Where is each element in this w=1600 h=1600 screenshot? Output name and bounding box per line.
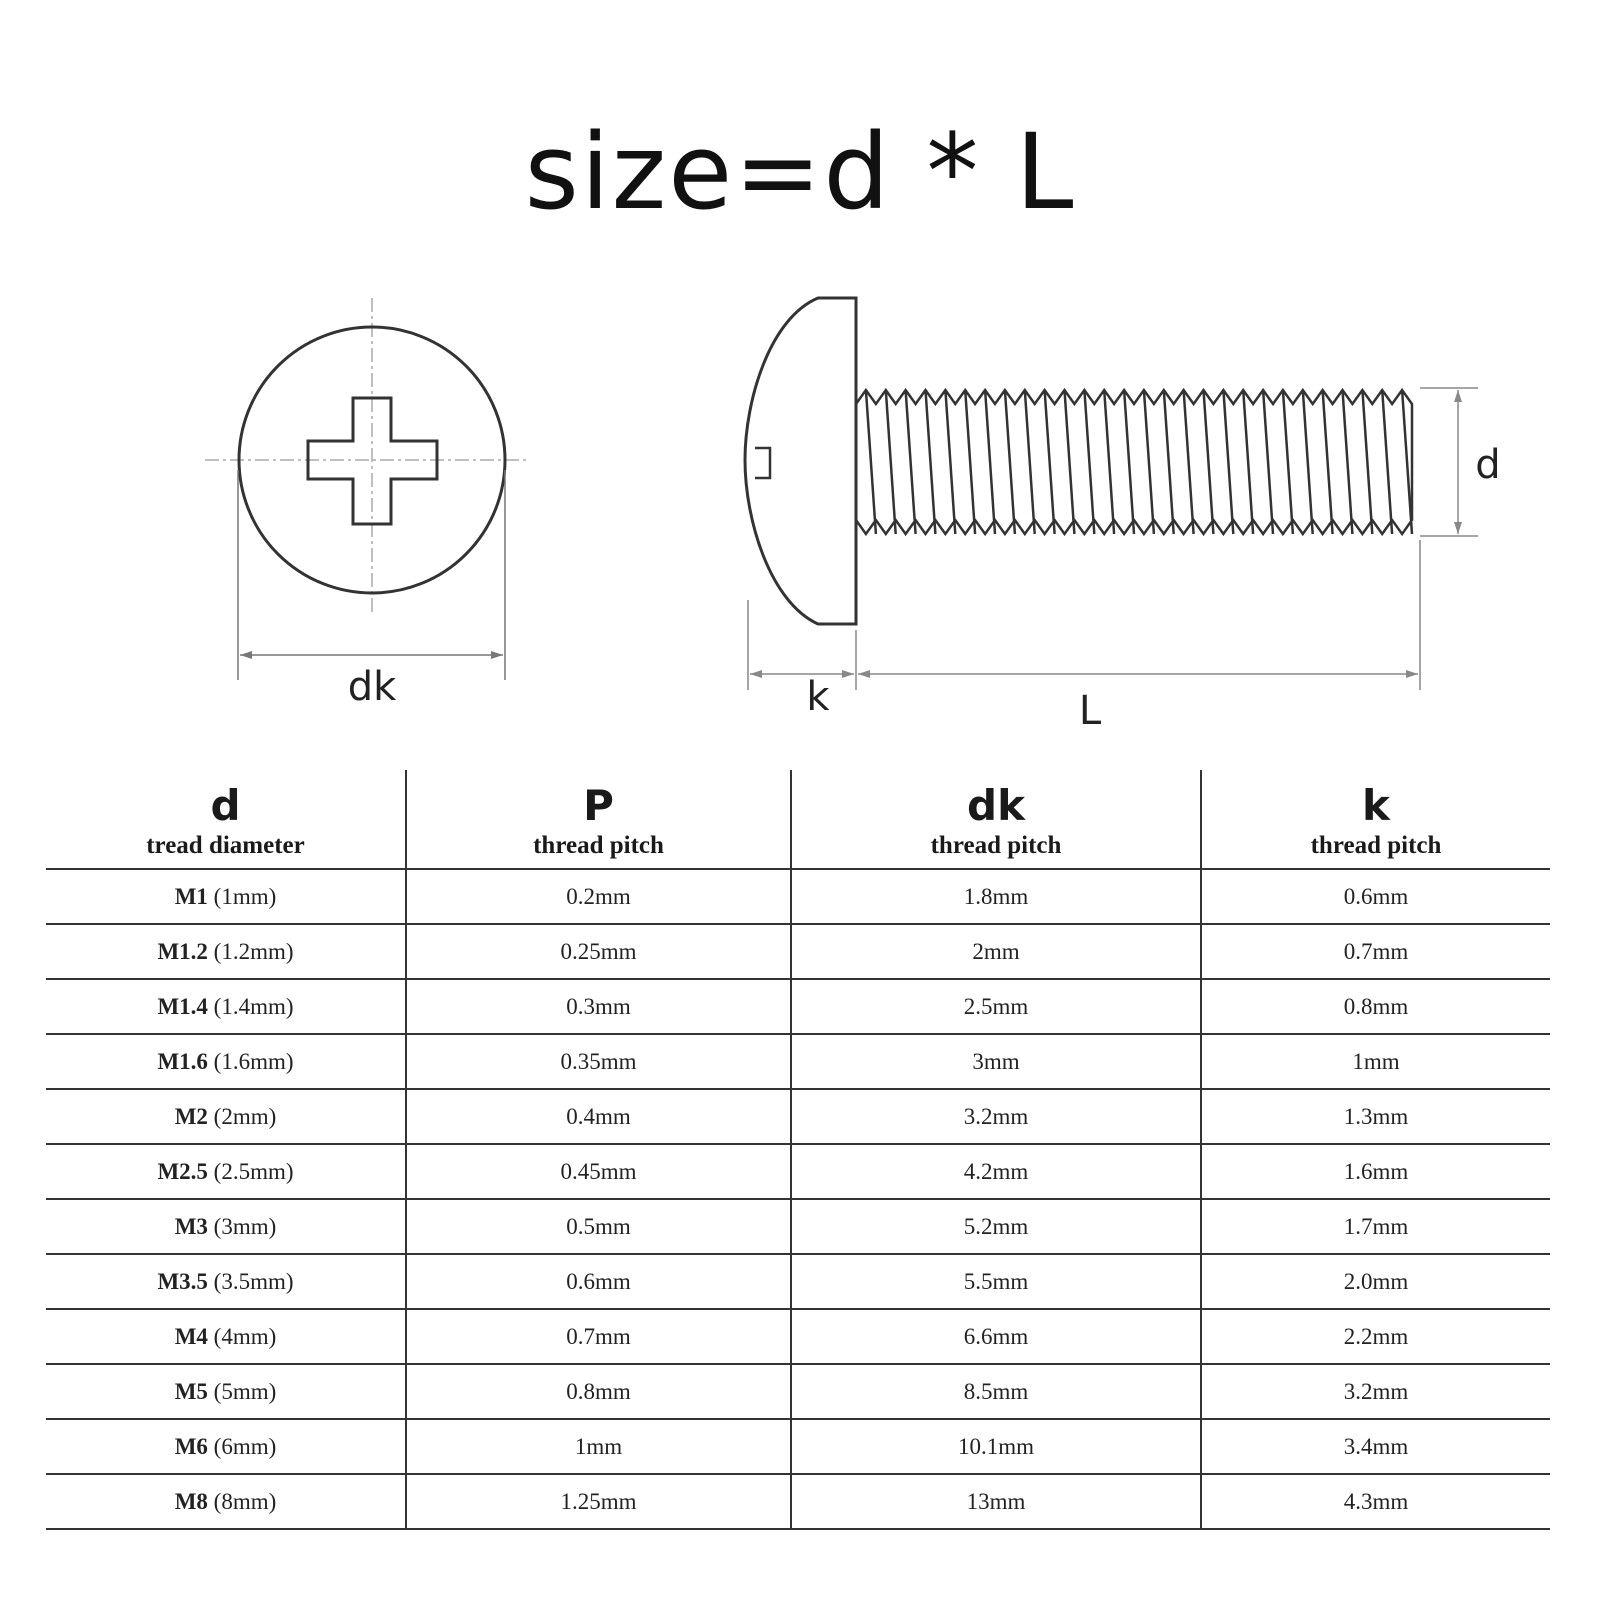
size-mm: (6mm) <box>213 1433 277 1459</box>
table-row <box>46 979 1550 1034</box>
table-row <box>46 1254 1550 1309</box>
cell-k: 1mm <box>1201 1034 1550 1089</box>
cell-size <box>46 1034 406 1089</box>
cell-dk: 4.2mm <box>791 1144 1201 1199</box>
screw-head-top-view <box>205 298 530 680</box>
cell-size <box>46 1089 406 1144</box>
cell-k: 0.8mm <box>1201 979 1550 1034</box>
cell-pitch: 1.25mm <box>406 1474 791 1529</box>
cell-dk: 2mm <box>791 924 1201 979</box>
size-mm: (1.6mm) <box>213 1048 294 1074</box>
d-label: d <box>1475 442 1501 488</box>
table-row <box>46 1144 1550 1199</box>
size-mm: (2.5mm) <box>213 1158 294 1184</box>
size-designation: M3.5 <box>157 1268 208 1294</box>
screw-head-profile <box>745 298 856 624</box>
table-row <box>46 1034 1550 1089</box>
cell-dk: 5.2mm <box>791 1199 1201 1254</box>
cell-size <box>46 1474 406 1529</box>
cell-pitch: 0.3mm <box>406 979 791 1034</box>
cell-dk: 5.5mm <box>791 1254 1201 1309</box>
cell-pitch: 0.7mm <box>406 1309 791 1364</box>
cell-pitch: 0.4mm <box>406 1089 791 1144</box>
size-mm: (2mm) <box>213 1103 277 1129</box>
table-row <box>46 1199 1550 1254</box>
cell-dk: 6.6mm <box>791 1309 1201 1364</box>
header-dk: dk thread pitch <box>791 770 1201 869</box>
cell-pitch: 0.2mm <box>406 869 791 924</box>
size-mm: (3.5mm) <box>213 1268 294 1294</box>
size-mm: (5mm) <box>213 1378 277 1404</box>
table-header-row <box>46 770 1550 869</box>
cell-dk: 8.5mm <box>791 1364 1201 1419</box>
header-k: k thread pitch <box>1201 770 1550 869</box>
cell-size <box>46 924 406 979</box>
screw-side-view <box>745 298 1478 690</box>
cell-k: 2.0mm <box>1201 1254 1550 1309</box>
cell-size <box>46 1199 406 1254</box>
cell-k: 3.2mm <box>1201 1364 1550 1419</box>
cell-pitch: 0.6mm <box>406 1254 791 1309</box>
cell-k: 1.6mm <box>1201 1144 1550 1199</box>
table-row <box>46 924 1550 979</box>
table-row <box>46 1309 1550 1364</box>
cell-k: 4.3mm <box>1201 1474 1550 1529</box>
l-label: L <box>1078 688 1102 734</box>
cell-pitch: 0.25mm <box>406 924 791 979</box>
cell-k: 2.2mm <box>1201 1309 1550 1364</box>
cell-k: 1.3mm <box>1201 1089 1550 1144</box>
size-designation: M1.4 <box>157 993 208 1019</box>
cell-k: 1.7mm <box>1201 1199 1550 1254</box>
cell-dk: 3mm <box>791 1034 1201 1089</box>
table-body <box>46 869 1550 1529</box>
cell-size <box>46 869 406 924</box>
size-designation: M2 <box>174 1103 208 1129</box>
cell-size <box>46 1419 406 1474</box>
cell-dk: 1.8mm <box>791 869 1201 924</box>
size-designation: M1.2 <box>157 938 208 964</box>
size-designation: M8 <box>174 1488 208 1514</box>
cell-k: 3.4mm <box>1201 1419 1550 1474</box>
size-designation: M1.6 <box>157 1048 208 1074</box>
cell-pitch: 1mm <box>406 1419 791 1474</box>
k-label: k <box>806 674 830 720</box>
cell-dk: 13mm <box>791 1474 1201 1529</box>
table-row <box>46 1364 1550 1419</box>
spec-table <box>46 770 1550 1530</box>
table-row <box>46 1419 1550 1474</box>
size-mm: (3mm) <box>213 1213 277 1239</box>
cell-size <box>46 1309 406 1364</box>
size-mm: (1.2mm) <box>213 938 294 964</box>
size-designation: M6 <box>174 1433 208 1459</box>
screw-thread <box>856 390 1412 534</box>
cell-size <box>46 1144 406 1199</box>
size-mm: (4mm) <box>213 1323 277 1349</box>
table-row <box>46 869 1550 924</box>
size-mm: (1.4mm) <box>213 993 294 1019</box>
table-row <box>46 1089 1550 1144</box>
cell-pitch: 0.8mm <box>406 1364 791 1419</box>
screw-drawing <box>0 0 1600 760</box>
cell-pitch: 0.5mm <box>406 1199 791 1254</box>
head-slot <box>755 448 770 478</box>
cell-dk: 3.2mm <box>791 1089 1201 1144</box>
size-designation: M2.5 <box>157 1158 208 1184</box>
size-mm: (8mm) <box>213 1488 277 1514</box>
cell-pitch: 0.45mm <box>406 1144 791 1199</box>
size-mm: (1mm) <box>213 883 277 909</box>
size-designation: M5 <box>174 1378 208 1404</box>
cell-size <box>46 1364 406 1419</box>
size-designation: M4 <box>174 1323 208 1349</box>
size-designation: M3 <box>174 1213 208 1239</box>
table-row <box>46 1474 1550 1529</box>
cell-size <box>46 979 406 1034</box>
dk-label: dk <box>347 664 397 710</box>
cell-pitch: 0.35mm <box>406 1034 791 1089</box>
cell-k: 0.6mm <box>1201 869 1550 924</box>
header-d: d tread diameter <box>46 770 406 869</box>
cell-k: 0.7mm <box>1201 924 1550 979</box>
cell-dk: 2.5mm <box>791 979 1201 1034</box>
size-designation: M1 <box>174 883 208 909</box>
header-p: P thread pitch <box>406 770 791 869</box>
cell-dk: 10.1mm <box>791 1419 1201 1474</box>
cell-size <box>46 1254 406 1309</box>
page-title: size=d * L <box>524 111 1076 233</box>
